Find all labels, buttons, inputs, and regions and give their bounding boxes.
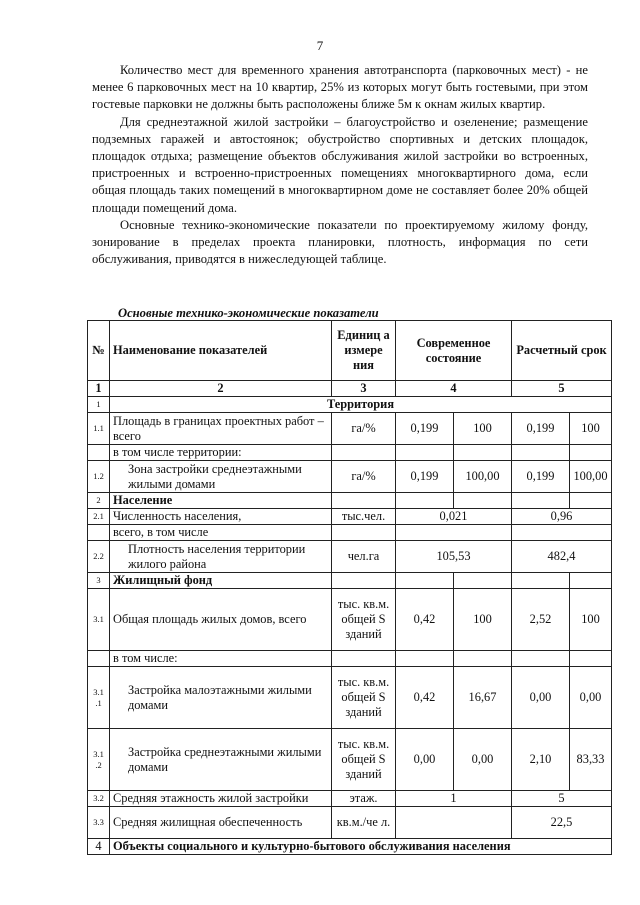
cell: 2,10 bbox=[512, 729, 570, 791]
cell: 100,00 bbox=[570, 461, 612, 493]
indicators-table bbox=[87, 320, 612, 855]
header-num: № bbox=[88, 321, 110, 381]
row-num: 2 bbox=[88, 493, 110, 509]
row-unit: тыс.чел. bbox=[332, 509, 396, 525]
page-number: 7 bbox=[316, 38, 324, 53]
row-num: 1.2 bbox=[88, 461, 110, 493]
cell: 2,52 bbox=[512, 589, 570, 651]
cell: 100 bbox=[570, 413, 612, 445]
table-row bbox=[88, 573, 612, 589]
table-row bbox=[88, 589, 612, 651]
column-numbers-row bbox=[88, 381, 612, 397]
row-unit: га/% bbox=[332, 413, 396, 445]
cell: 0,199 bbox=[512, 461, 570, 493]
row-name: Зона застройки среднеэтажными жилыми домами bbox=[110, 461, 332, 493]
cell: 0,199 bbox=[396, 413, 454, 445]
paragraph: Для среднеэтажной жилой застройки – благоустройство и озеленение; размещение подземных гаражей и автостоянок; обустройство спортивных и детских площадок, площадок отдыха; размещение объектов обслуживания жилой застройки во встроенных, пристроенных и встроенно-пристроенных помещениях многоквартирного дома, если общая площадь таких помещений в многоквартирном доме не составляет более 20% общей площади помещений дома. bbox=[92, 114, 588, 215]
table-row bbox=[88, 807, 612, 839]
cell: 100 bbox=[570, 589, 612, 651]
section-heading: Территория bbox=[110, 397, 612, 413]
table-row bbox=[88, 525, 612, 541]
cell: 105,53 bbox=[396, 541, 512, 573]
cell: 100 bbox=[454, 589, 512, 651]
header-unit: Единиц а измере ния bbox=[332, 321, 396, 381]
cell: 22,5 bbox=[512, 807, 612, 839]
body-text bbox=[92, 62, 588, 268]
row-unit: этаж. bbox=[332, 791, 396, 807]
cell: 0,00 bbox=[570, 667, 612, 729]
colnum: 1 bbox=[88, 381, 110, 397]
header-name: Наименование показателей bbox=[110, 321, 332, 381]
row-unit: тыс. кв.м. общей S зданий bbox=[332, 729, 396, 791]
row-unit: тыс. кв.м. общей S зданий bbox=[332, 667, 396, 729]
table-header-row bbox=[88, 321, 612, 381]
row-unit: чел.га bbox=[332, 541, 396, 573]
cell: 0,199 bbox=[396, 461, 454, 493]
cell: 0,00 bbox=[512, 667, 570, 729]
cell: 100,00 bbox=[454, 461, 512, 493]
section-heading: Население bbox=[110, 493, 332, 509]
row-num: 3.2 bbox=[88, 791, 110, 807]
row-name: Площадь в границах проектных работ – всего bbox=[110, 413, 332, 445]
row-name: в том числе: bbox=[110, 651, 332, 667]
table-title: Основные технико-экономические показатели bbox=[118, 306, 379, 320]
row-num: 3 bbox=[88, 573, 110, 589]
row-unit: тыс. кв.м. общей S зданий bbox=[332, 589, 396, 651]
header-current: Современное состояние bbox=[396, 321, 512, 381]
table-row bbox=[88, 397, 612, 413]
table-row bbox=[88, 413, 612, 445]
table-row bbox=[88, 461, 612, 493]
cell: 0,96 bbox=[512, 509, 612, 525]
row-num: 3.1 bbox=[88, 589, 110, 651]
cell: 5 bbox=[512, 791, 612, 807]
row-num: 4 bbox=[88, 839, 110, 855]
cell: 1 bbox=[396, 791, 512, 807]
row-unit: га/% bbox=[332, 461, 396, 493]
row-num: 2.1 bbox=[88, 509, 110, 525]
paragraph: Количество мест для временного хранения автотранспорта (парковочных мест) - не менее 6 парковочных мест на 10 квартир, 25% из которых могут быть гостевыми, при этом гостевые парковки не должны быть расположены ближе 5м к окнам жилых квартир. bbox=[92, 63, 588, 112]
cell: 0,021 bbox=[396, 509, 512, 525]
table-row bbox=[88, 509, 612, 525]
paragraph: Основные технико-экономические показатели по проектируемому жилому фонду, зонирование в пределах проекта планировки, плотность, информация по сети обслуживания, приводятся в нижеследующей таблице. bbox=[92, 217, 588, 267]
cell: 0,199 bbox=[512, 413, 570, 445]
cell: 0,00 bbox=[454, 729, 512, 791]
cell: 100 bbox=[454, 413, 512, 445]
cell: 0,42 bbox=[396, 667, 454, 729]
table-row bbox=[88, 791, 612, 807]
header-target: Расчетный срок bbox=[512, 321, 612, 381]
section-heading: Жилищный фонд bbox=[110, 573, 332, 589]
table-row bbox=[88, 651, 612, 667]
row-name: в том числе территории: bbox=[110, 445, 332, 461]
row-name: Застройка среднеэтажными жилыми домами bbox=[110, 729, 332, 791]
row-name: Численность населения, bbox=[110, 509, 332, 525]
table-row bbox=[88, 729, 612, 791]
colnum: 4 bbox=[396, 381, 512, 397]
cell: 0,00 bbox=[396, 729, 454, 791]
row-num: 3.1 .1 bbox=[88, 667, 110, 729]
row-num: 3.1 .2 bbox=[88, 729, 110, 791]
table-row bbox=[88, 839, 612, 855]
row-name: Плотность населения территории жилого района bbox=[110, 541, 332, 573]
row-num: 1 bbox=[88, 397, 110, 413]
row-unit: кв.м./че л. bbox=[332, 807, 396, 839]
row-num: 3.3 bbox=[88, 807, 110, 839]
table-row bbox=[88, 667, 612, 729]
row-name: Застройка малоэтажными жилыми домами bbox=[110, 667, 332, 729]
cell: 0,42 bbox=[396, 589, 454, 651]
colnum: 2 bbox=[110, 381, 332, 397]
colnum: 3 bbox=[332, 381, 396, 397]
cell: 83,33 bbox=[570, 729, 612, 791]
table-row bbox=[88, 493, 612, 509]
row-name: Средняя жилищная обеспеченность bbox=[110, 807, 332, 839]
row-num: 1.1 bbox=[88, 413, 110, 445]
row-name: Средняя этажность жилой застройки bbox=[110, 791, 332, 807]
row-name: Общая площадь жилых домов, всего bbox=[110, 589, 332, 651]
row-num: 2.2 bbox=[88, 541, 110, 573]
cell: 482,4 bbox=[512, 541, 612, 573]
section-heading: Объекты социального и культурно-бытового обслуживания населения bbox=[110, 839, 612, 855]
cell: 16,67 bbox=[454, 667, 512, 729]
row-name: всего, в том числе bbox=[110, 525, 332, 541]
colnum: 5 bbox=[512, 381, 612, 397]
table-row bbox=[88, 541, 612, 573]
table-row bbox=[88, 445, 612, 461]
